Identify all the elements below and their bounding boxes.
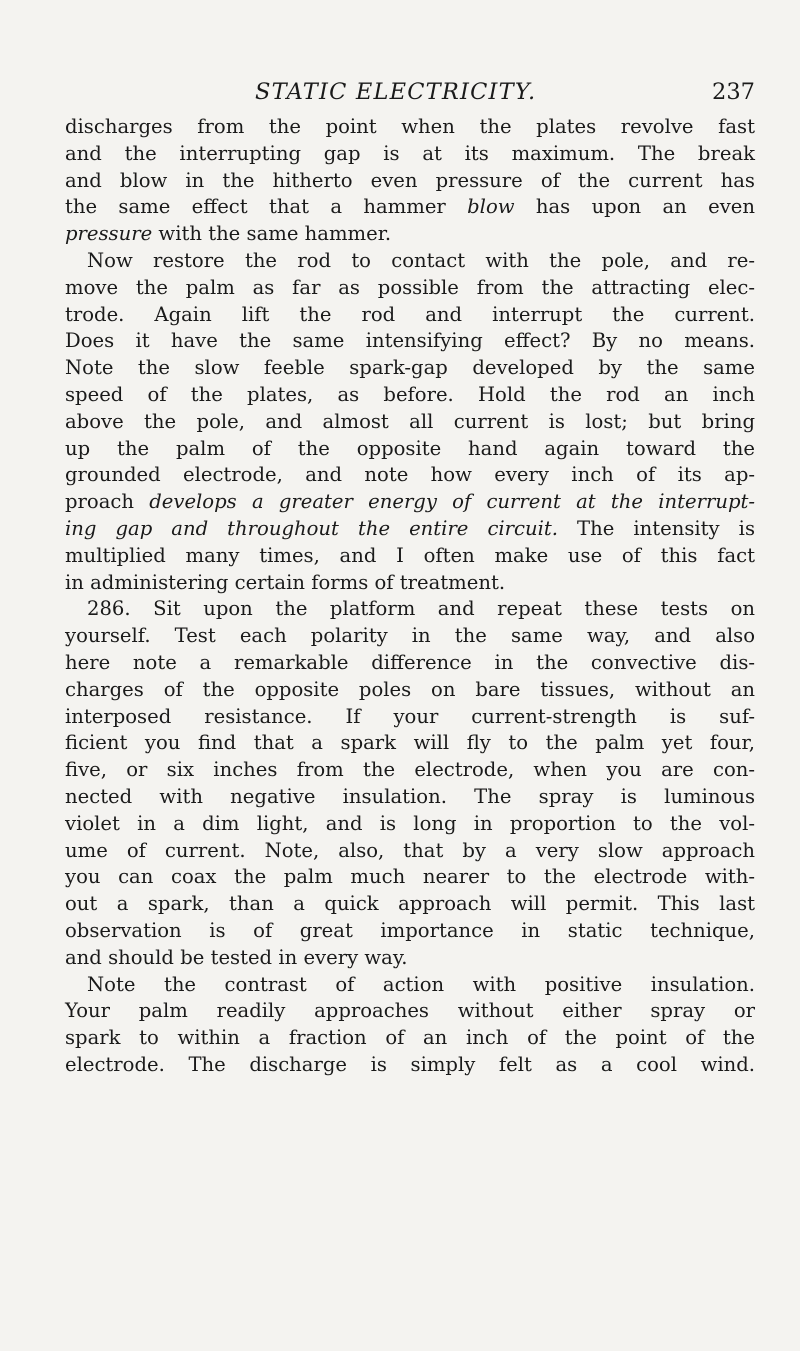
text-line: ficient you find that a spark will fly to the palm yet four, <box>65 731 755 755</box>
text-line: multiplied many times, and I often make use of this fact <box>65 543 755 567</box>
text-line: 286. Sit upon the platform and repeat these tests on <box>87 597 755 621</box>
text-line: observation is of great importance in static technique, <box>65 918 755 942</box>
text-line: spark to within a fraction of an inch of the point of the <box>65 1026 755 1050</box>
text-line: yourself. Test each polarity in the same way, and also <box>65 624 755 648</box>
text-line: you can coax the palm much nearer to the electrode with- <box>65 865 755 889</box>
text-line: charges of the opposite poles on bare tissues, without an <box>65 677 755 701</box>
text-line: electrode. The discharge is simply felt as a cool wind. <box>65 1052 755 1076</box>
text-line: the same effect that a hammer blow has upon an even <box>65 195 755 219</box>
text-line: violet in a dim light, and is long in proportion to the vol- <box>65 811 755 835</box>
text-line: Now restore the rod to contact with the pole, and re- <box>87 248 755 272</box>
text-line: Does it have the same intensifying effect? By no means. <box>65 329 755 353</box>
text-line: grounded electrode, and note how every inch of its ap- <box>65 463 755 487</box>
text-line: and should be tested in every way. <box>65 945 408 969</box>
book-page <box>65 78 755 1079</box>
running-header <box>65 78 755 114</box>
text-line: Your palm readily approaches without either spray or <box>65 999 755 1023</box>
text-line: Note the slow feeble spark-gap developed by the same <box>65 356 755 380</box>
text-line: ing gap and throughout the entire circuit. The intensity is <box>65 516 755 540</box>
text-line: interposed resistance. If your current-strength is suf- <box>65 704 755 728</box>
text-line: up the palm of the opposite hand again toward the <box>65 436 755 460</box>
text-line: Note the contrast of action with positive insulation. <box>87 972 755 996</box>
text-line: speed of the plates, as before. Hold the rod an inch <box>65 382 755 406</box>
text-line: proach develops a greater energy of current at the interrupt- <box>65 490 755 514</box>
text-line: out a spark, than a quick approach will permit. This last <box>65 892 755 916</box>
text-line: nected with negative insulation. The spray is luminous <box>65 784 755 808</box>
text-line: here note a remarkable difference in the convective dis- <box>65 650 755 674</box>
text-line: move the palm as far as possible from the attracting elec- <box>65 275 755 299</box>
text-line: above the pole, and almost all current is lost; but bring <box>65 409 755 433</box>
text-line: ume of current. Note, also, that by a very slow approach <box>65 838 755 862</box>
text-line: trode. Again lift the rod and interrupt the current. <box>65 302 755 326</box>
body-text <box>65 114 755 1079</box>
text-line: five, or six inches from the electrode, when you are con- <box>65 758 755 782</box>
page-number: 237 <box>712 79 755 105</box>
text-line: discharges from the point when the plates revolve fast <box>65 115 755 138</box>
text-line: and blow in the hitherto even pressure of the current has <box>65 168 755 192</box>
text-line: in administering certain forms of treatment. <box>65 570 506 594</box>
text-line: pressure with the same hammer. <box>65 222 392 246</box>
running-title: STATIC ELECTRICITY. <box>255 79 537 105</box>
text-line: and the interrupting gap is at its maximum. The break <box>65 141 755 165</box>
